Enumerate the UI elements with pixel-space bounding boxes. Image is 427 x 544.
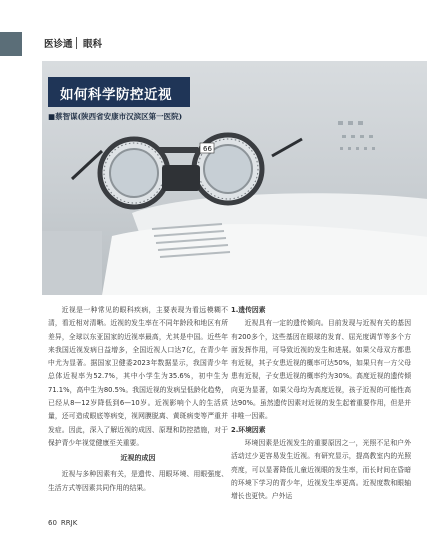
article-author: ■蔡智谋(陕西省安康市汉滨区第一医院) [48, 112, 183, 121]
trial-frame-plate-label: 66 [203, 145, 212, 153]
section-header [0, 32, 427, 56]
left-column [48, 304, 228, 495]
subheading-genetic: 1.遗传因素 [231, 306, 266, 314]
right-paragraph-2: 环境因素是近视发生的重要原因之一，光照不足和户外活动过少更容易发生近视。有研究显示，提高教室内的光照亮度，可以显著降低儿童近视眼的发生率，而长时间在昏暗的环境下学习的青少年，近视发生率更高。近视度数和眼轴增长也更快。户外运 [231, 438, 411, 501]
header-divider [76, 37, 77, 49]
left-paragraph-2: 近视与多种因素有关，是遗传、用眼环境、用眼强度、生活方式等因素共同作用的结果。 [48, 470, 228, 492]
right-paragraph-1: 近视具有一定的遗传倾向。目前发现与近视有关的基因有200多个，这些基因在眼球的发育、屈光度调节等多个方面发挥作用，可导致近视的发生和进展。如果父母双方都患有近视，其子女患近视的概率可达50%，如果只有一方父母患有近视，子女患近视的概率约为30%。高度近视的遗传倾向更为显著，如果父母均为高度近视，孩子近视的可能性高达90%。虽然遗传因素对近视的发生起着重要作用，但是并非唯一因素。 [231, 319, 411, 421]
article-title: 如何科学防控近视 [60, 87, 172, 103]
subheading-environment: 2.环境因素 [231, 425, 266, 434]
left-paragraph-1: 近视是一种常见的眼科疾病，主要表现为看远模糊不清，看近相对清晰。近视的发生率在不同年龄段和地区有所差异，全球以东亚国家的近视率最高，尤其是中国。近些年来我国近视发病日益增多，全国近视人口达7亿，在青少年中尤为显著。据国家卫健委2023年数据显示，我国青少年总体近视率为52.7%，其中小学生为35.6%，初中生为71.1%，高中生为80.5%。我国近视的发病呈低龄化趋势，已经从8—12岁降低到6—10岁。近视影响个人的生活质量，还可造成眼底等病变，视网膜脱离、黄斑病变等严重并发症。因此，深入了解近视的成因、原理和防控措施，对于保护青少年视觉健康至关重要。 [48, 306, 228, 447]
journal-name: RRJK [60, 519, 78, 527]
hero-image [42, 61, 427, 295]
section-label: 医诊通 [44, 39, 73, 50]
page-footer [48, 519, 77, 527]
page-number: 60 [48, 519, 57, 527]
right-column [231, 304, 411, 503]
title-box [48, 77, 190, 107]
eye-chart-background [338, 121, 375, 150]
section-heading-causes: 近视的成因 [120, 454, 156, 463]
subsection-label: 眼科 [83, 39, 103, 50]
section-tab-marker [0, 32, 22, 56]
